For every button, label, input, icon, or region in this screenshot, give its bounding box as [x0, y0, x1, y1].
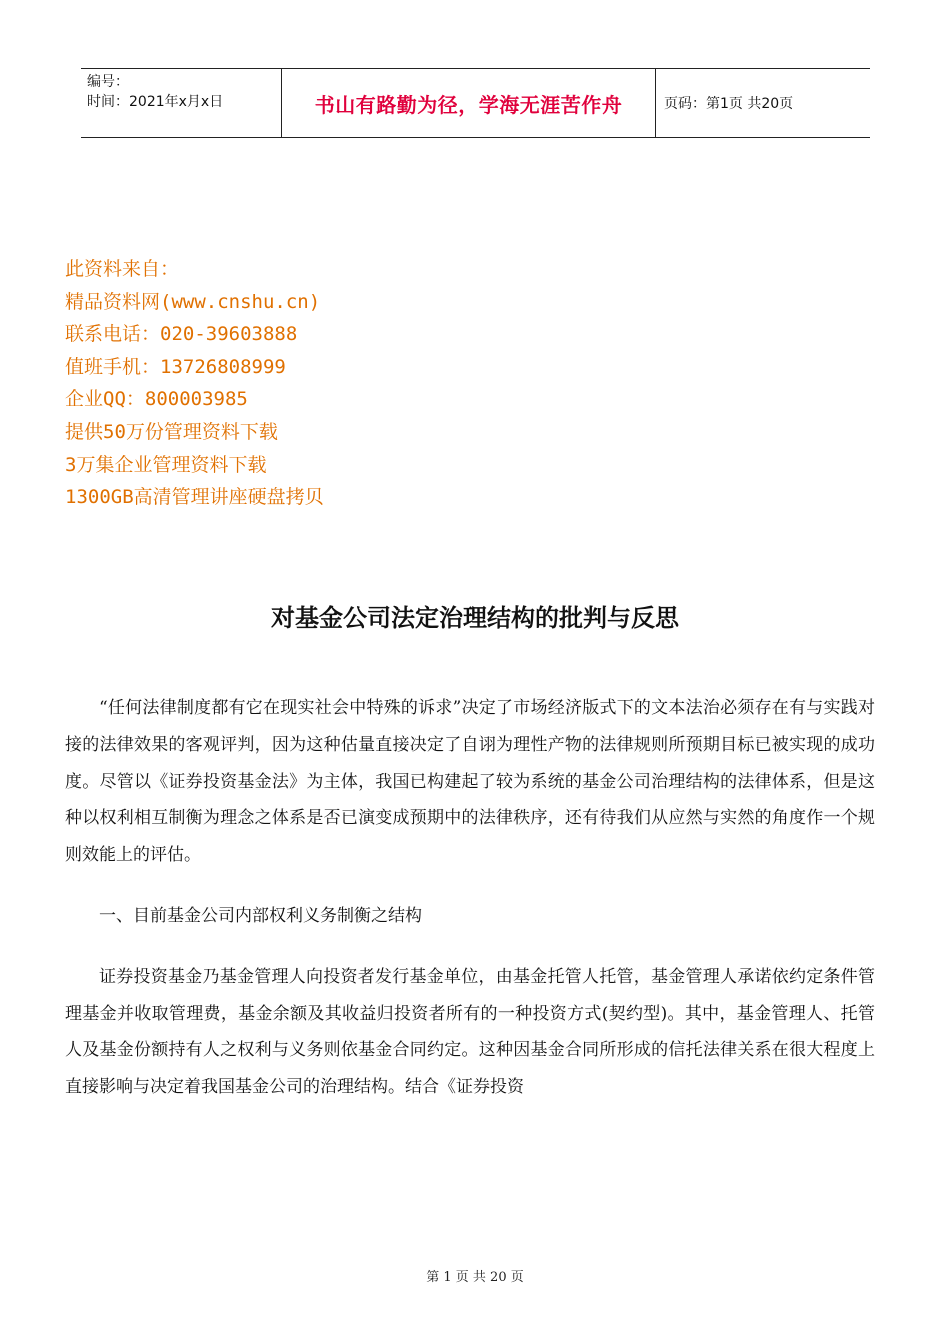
promo-line: 3万集企业管理资料下载: [65, 453, 267, 476]
promo-line: 此资料来自：: [65, 258, 180, 280]
page-footer: 第 1 页 共 20 页: [426, 1270, 524, 1285]
promo-line: 精品资料网(www.cnshu.cn): [65, 290, 321, 313]
body-paragraph: 证券投资基金乃基金管理人向投资者发行基金单位，由基金托管人托管，基金管理人承诺依约定条件管理基金并收取管理费，基金余额及其收益归投资者所有的一种投资方式(契约型)。其中，基金管理人、托管人及基金份额持有人之权利与义务则依基金合同约定。这种因基金合同所形成的信托法律关系在很大程度上直接影响与决定着我国基金公司的治理结构。结合《证券投资: [65, 966, 875, 1098]
page-header: [81, 68, 870, 138]
promo-line: 值班手机：13726808999: [65, 355, 286, 378]
header-page-info: 页码：第1页 共20页: [664, 96, 794, 112]
promo-line: 企业QQ：800003985: [65, 388, 248, 411]
promo-line: 1300GB高清管理讲座硬盘拷贝: [65, 486, 324, 509]
promo-line: 提供50万份管理资料下载: [65, 420, 278, 443]
number-label: 编号：: [87, 74, 129, 90]
promo-line: 联系电话：020-39603888: [65, 323, 298, 346]
section-heading: 一、目前基金公司内部权利义务制衡之结构: [99, 905, 422, 926]
document-body: [65, 690, 875, 1130]
document-title: 对基金公司法定治理结构的批判与反思: [271, 604, 679, 632]
time-label: 时间：2021年x月x日: [87, 94, 224, 110]
header-meta: [81, 69, 281, 137]
promo-block: [65, 253, 324, 514]
header-motto: 书山有路勤为径，学海无涯苦作舟: [281, 69, 656, 137]
body-paragraph: “任何法律制度都有它在现实社会中特殊的诉求”决定了市场经济版式下的文本法治必须存在有与实践对接的法律效果的客观评判，因为这种估量直接决定了自诩为理性产物的法律规则所预期目标已被实现的成功度。尽管以《证券投资基金法》为主体，我国已构建起了较为系统的基金公司治理结构的法律体系，但是这种以权利相互制衡为理念之体系是否已演变成预期中的法律秩序，还有待我们从应然与实然的角度作一个规则效能上的评估。: [65, 698, 875, 866]
